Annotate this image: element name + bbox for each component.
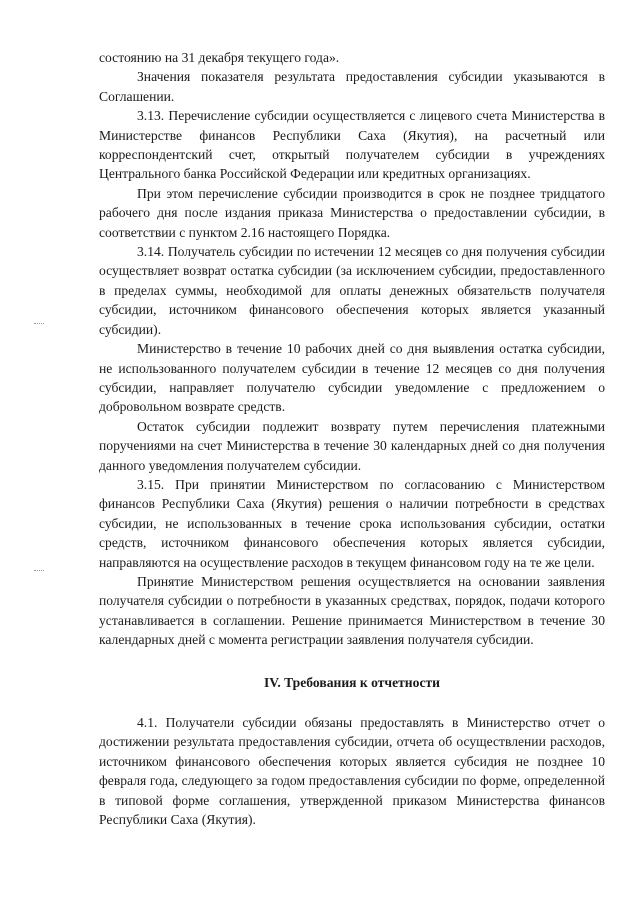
paragraph-3-15: 3.15. При принятии Министерством по согласованию с Министерством финансов Республики Саха (Якутия) решения о наличии потребности в средствах субсидии, не использованных в течение срока использования субсидии, остатки средств, источником финансового обеспечения которых является субсидии, направляются на осуществление расходов в текущем финансовом году на те же цели. xyxy=(99,476,605,570)
margin-mark xyxy=(34,570,44,573)
paragraph-transfer-deadline: При этом перечисление субсидии производится в срок не позднее тридцатого рабочего дня после издания приказа Министерства о предоставлении субсидии, в соответствии с пунктом 2.16 настоящего Порядка. xyxy=(99,185,605,240)
paragraph-decision: Принятие Министерством решения осуществляется на основании заявления получателя субсидии о потребности в указанных средствах, порядок, подачи которого устанавливается в соглашении. Решение принимается Министерством в течение 30 календарных дней с момента регистрации заявления получателя субсидии. xyxy=(99,573,605,648)
paragraph-ministry-notice: Министерство в течение 10 рабочих дней со дня выявления остатка субсидии, не использованного получателем субсидии в течение 12 месяцев со дня получения субсидии, направляет получателю субсидии уведомление с предложением о добровольном возврате средств. xyxy=(99,341,605,415)
paragraph-balance-return: Остаток субсидии подлежит возврату путем перечисления платежными поручениями на счет Министерства в течение 30 календарных дней со дня получения данного уведомления получателем субсидии. xyxy=(99,418,605,473)
margin-mark xyxy=(34,323,44,326)
paragraph-4-1: 4.1. Получатели субсидии обязаны предоставлять в Министерство отчет о достижении результата предоставления субсидии, отчета об осуществлении расходов, источником финансового обеспечения которых является субсидия не позднее 10 февраля года, следующего за годом предоставления субсидии по форме, определенной в типовой форме соглашения, утвержденной приказом Министерства финансов Республики Саха (Якутия). xyxy=(99,715,605,828)
paragraph-3-13: 3.13. Перечисление субсидии осуществляется с лицевого счета Министерства в Министерстве финансов Республики Саха (Якутия), на расчетный или корреспондентский счет, открытый получателем субсидии в учреждениях Центрального банка Российской Федерации или кредитных организациях. xyxy=(99,108,605,182)
paragraph-3-14: 3.14. Получатель субсидии по истечении 12 месяцев со дня получения субсидии осуществляет возврат остатка субсидии (за исключением субсидии, предоставленного в пределах суммы, необходимой для оплаты денежных обязательств получателя субсидии, источником финансового обеспечения которых является указанный субсидии). xyxy=(99,244,605,337)
paragraph-continuation: состоянию на 31 декабря текущего года». xyxy=(99,50,340,65)
paragraph-indicator-values: Значения показателя результата предоставления субсидии указываются в Соглашении. xyxy=(99,69,605,104)
document-body xyxy=(99,48,605,829)
section-heading: IV. Требования к отчетности xyxy=(263,674,440,690)
